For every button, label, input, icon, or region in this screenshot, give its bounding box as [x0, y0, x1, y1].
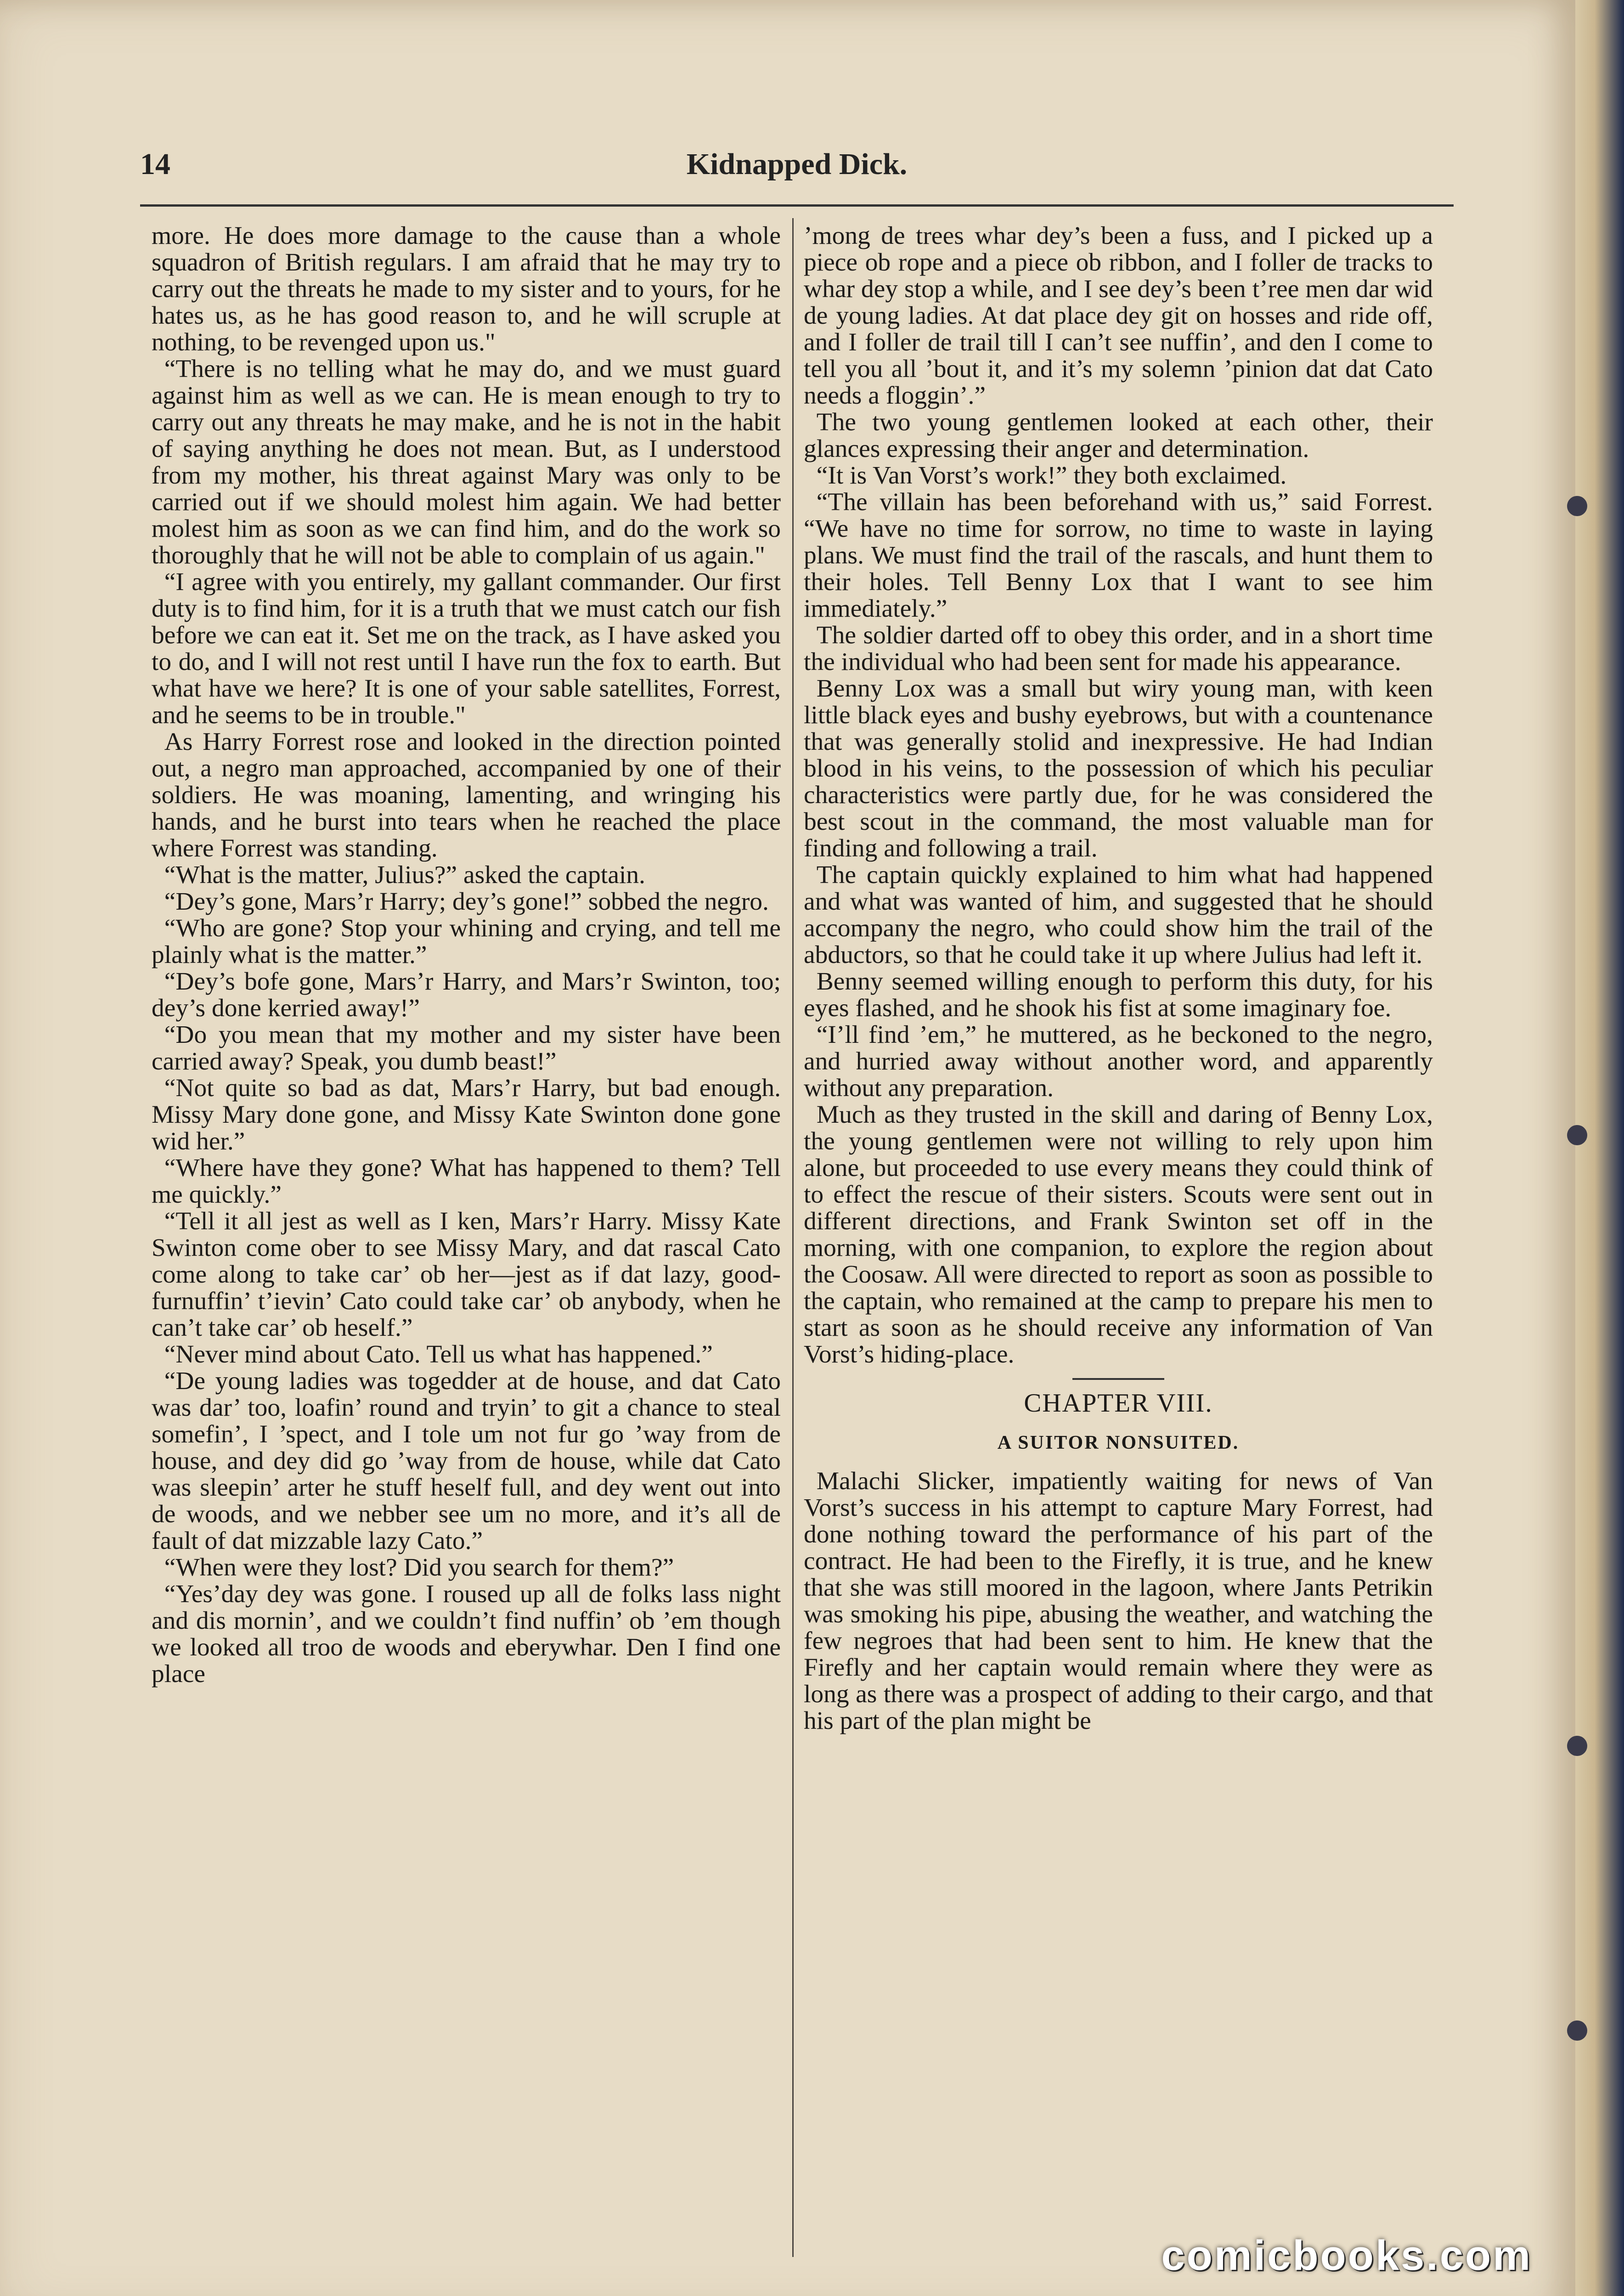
paragraph: Malachi Slicker, impatiently waiting for news of Van Vorst’s success in his attempt to capture Mary Forrest, had done nothing toward the performance of his part of the contract. He had been to the Firefly, it is true, and he knew that she was still moored in the lagoon, where Jants Petrikin was smoking his pipe, abusing the weather, and watching the few negroes that had been sent to him. He knew that the Firefly and her captain would remain where they were as long as there was a prospect of adding to their cargo, and that his part of the plan might be [804, 1467, 1433, 1735]
watermark: comicbooks.com [1161, 2232, 1532, 2279]
paragraph: “There is no telling what he may do, and we must guard against him as well as we can. He is mean enough to try to carry out any threats he may make, and he is not in the habit of saying anything he does not mean. But, as I understood from my mother, his threat against Mary was only to be carried out if we should molest him again. We had better molest him as soon as we can find him, and do the work so thoroughly that he will not be able to complain of us again." [152, 355, 781, 569]
paragraph: “Not quite so bad as dat, Mars’r Harry, but bad enough. Missy Mary done gone, and Missy Kate Swinton done gone wid her.” [152, 1074, 781, 1155]
paragraph: “Who are gone? Stop your whining and crying, and tell me plainly what is the matter.” [152, 914, 781, 969]
paragraph: The two young gentlemen looked at each other, their glances expressing their anger and determination. [804, 408, 1433, 463]
book-spine [1575, 0, 1624, 2296]
paragraph: “I agree with you entirely, my gallant commander. Our first duty is to find him, for it is a truth that we must catch our fish before we can eat it. Set me on the track, as I have asked you to do, and I will not rest until I have run the fox to earth. But what have we here? It is one of your sable satellites, Forrest, and he seems to be in trouble." [152, 568, 781, 729]
running-title: Kidnapped Dick. [686, 147, 908, 181]
paragraph: “Dey’s bofe gone, Mars’r Harry, and Mars’r Swinton, too; dey’s done kerried away!” [152, 968, 781, 1022]
paragraph: “I’ll find ’em,” he muttered, as he beckoned to the negro, and hurried away without another word, and apparently without any preparation. [804, 1021, 1433, 1102]
paragraph: The captain quickly explained to him what had happened and what was wanted of him, and suggested that he should accompany the negro, who could show him the trail of the abductors, so that he could take it up where Julius had left it. [804, 861, 1433, 969]
paragraph: “Yes’day dey was gone. I roused up all de folks lass night and dis mornin’, and we couldn’t find nuffin’ ob ’em though we looked all troo de woods and eberywhar. Den I find one place [152, 1580, 781, 1688]
column-divider [792, 218, 794, 2257]
page-number: 14 [140, 147, 170, 181]
binding-stitch-icon [1567, 2020, 1587, 2041]
header-rule [140, 204, 1454, 207]
chapter-title: CHAPTER VIII. [1024, 1389, 1213, 1418]
chapter-subtitle: A SUITOR NONSUITED. [997, 1432, 1240, 1453]
paragraph: ’mong de trees whar dey’s been a fuss, and I picked up a piece ob rope and a piece ob ribbon, and I foller de tracks to whar dey stop a while, and I see dey’s been t’ree men dar wid de young ladies. At dat place dey git on hosses and ride off, and I foller de trail till I can’t see nuffin’, and den I come to tell you all ’bout it, and it’s my solemn ’pinion dat dat Cato needs a floggin’.” [804, 223, 1433, 410]
paragraph: more. He does more damage to the cause than a whole squadron of British regulars. I am afraid that he may try to carry out the threats he made to my sister and to yours, for he hates us, as he has good reason to, and he will scruple at nothing, to be revenged upon us." [152, 223, 781, 356]
paragraph: “The villain has been beforehand with us,” said Forrest. “We have no time for sorrow, no time to waste in laying plans. We must find the trail of the rascals, and hunt them to their holes. Tell Benny Lox that I want to see him immediately.” [804, 488, 1433, 623]
paragraph: “When were they lost? Did you search for them?” [164, 1553, 674, 1581]
right-column-text-after [804, 1468, 1433, 1734]
paragraph: The soldier darted off to obey this order, and in a short time the individual who had been sent for made his appearance. [804, 621, 1433, 676]
binding-stitch-icon [1567, 1125, 1587, 1145]
binding-stitch-icon [1567, 496, 1587, 516]
paragraph: “Tell it all jest as well as I ken, Mars’r Harry. Missy Kate Swinton come ober to see Missy Mary, and dat rascal Cato come along to take car’ ob her—jest as if dat lazy, good-furnuffin’ t’ievin’ Cato could take car’ ob anybody, when he can’t take car’ ob heself.” [152, 1207, 781, 1342]
paragraph: “Do you mean that my mother and my sister have been carried away? Speak, you dumb beast!” [152, 1021, 781, 1075]
right-column [804, 223, 1433, 2243]
paragraph: “De young ladies was togedder at de house, and dat Cato was dar’ too, loafin’ round and tryin’ to git a chance to steal somefin’, I ’spect, and I tole um not fur go ’way from de house, and dey did go ’way from de house, while dat Cato was sleepin’ arter he stuff heself full, and dey went out into de woods, and we nebber see um no more, and it’s all de fault of dat mizzable lazy Cato.” [152, 1367, 781, 1555]
paragraph: “It is Van Vorst’s work!” they both exclaimed. [816, 461, 1287, 490]
paragraph: Benny seemed willing enough to perform this duty, for his eyes flashed, and he shook his fist at some imaginary foe. [804, 968, 1433, 1022]
paragraph: “Dey’s gone, Mars’r Harry; dey’s gone!” sobbed the negro. [164, 888, 769, 916]
paragraph: As Harry Forrest rose and looked in the direction pointed out, a negro man approached, accompanied by one of their soldiers. He was moaning, lamenting, and wringing his hands, and he burst into tears when he reached the place where Forrest was standing. [152, 728, 781, 862]
left-column [152, 223, 781, 2243]
page-header [140, 147, 1454, 188]
chapter-rule [1072, 1378, 1164, 1380]
paragraph: “What is the matter, Julius?” asked the captain. [164, 861, 646, 889]
paragraph: Benny Lox was a small but wiry young man, with keen little black eyes and bushy eyebrows, but with a countenance that was generally stolid and inexpressive. He had Indian blood in his veins, to the possession of which his peculiar characteristics were partly due, for he was considered the best scout in the command, the most valuable man for finding and following a trail. [804, 675, 1433, 862]
paragraph: Much as they trusted in the skill and daring of Benny Lox, the young gentlemen were not willing to rely upon him alone, but proceeded to use every means they could think of to effect the rescue of their sisters. Scouts were sent out in different directions, and Frank Swinton set off in the morning, with one companion, to explore the region about the Coosaw. All were directed to report as soon as possible to the captain, who remained at the camp to prepare his men to start as soon as he should receive any information of Van Vorst’s hiding-place. [804, 1101, 1433, 1368]
paragraph: “Where have they gone? What has happened to them? Tell me quickly.” [152, 1154, 781, 1209]
binding-stitch-icon [1567, 1736, 1587, 1756]
right-column-text-before [804, 223, 1433, 1368]
paragraph: “Never mind about Cato. Tell us what has happened.” [164, 1340, 713, 1368]
